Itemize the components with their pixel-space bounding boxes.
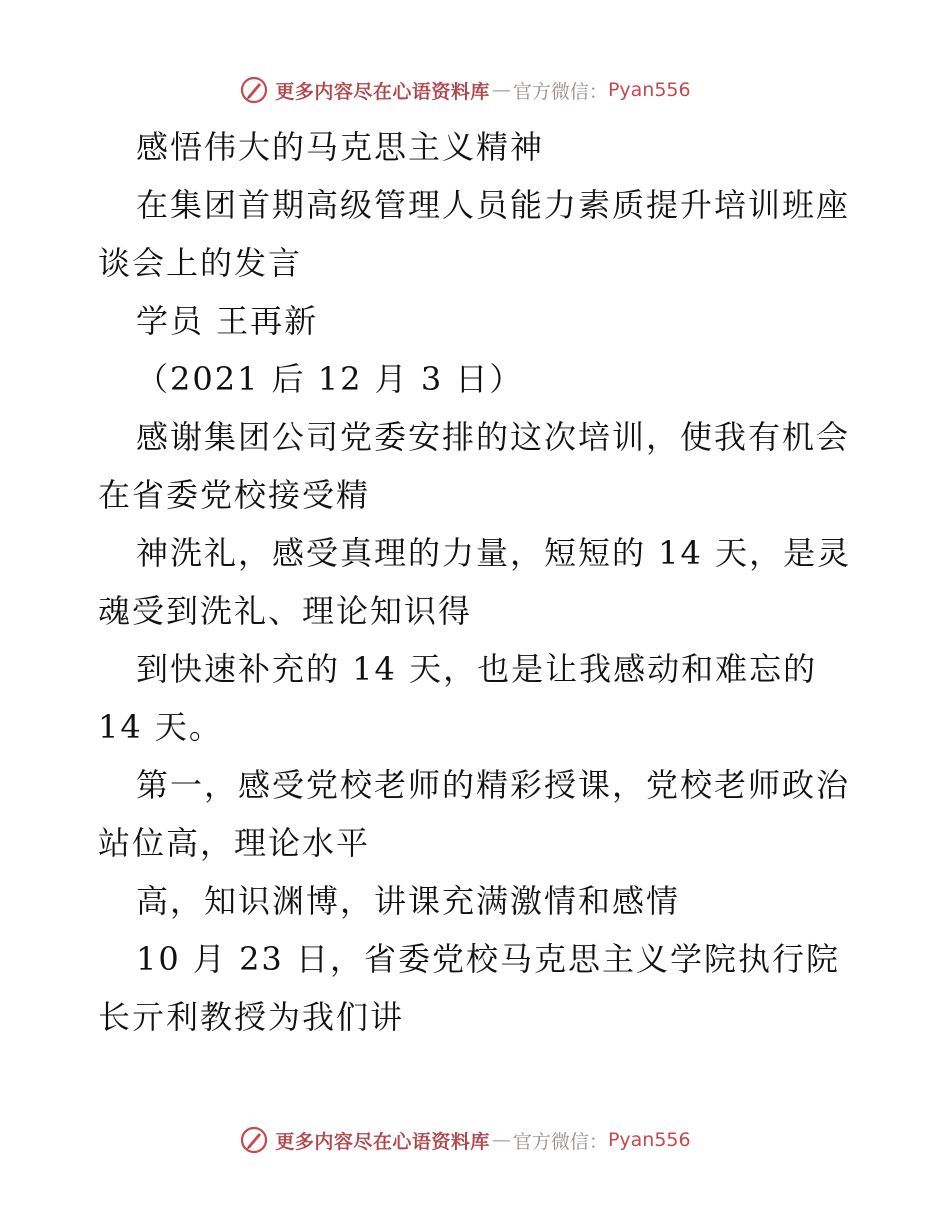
paragraph-line: 第一，感受党校老师的精彩授课，党校老师政治 <box>136 766 851 804</box>
document-subtitle-line-2: 谈会上的发言 <box>98 244 303 282</box>
paragraph-line: 神洗礼，感受真理的力量，短短的 14 天，是灵 <box>136 534 852 572</box>
document-body <box>98 118 858 1046</box>
watermark-text: 更多内容尽在心语资料库 <box>275 80 490 103</box>
paragraph-line: 到快速补充的 14 天，也是让我感动和难忘的 <box>136 650 818 688</box>
paragraph-line: 魂受到洗礼、理论知识得 <box>98 592 473 630</box>
paragraph-line: 长亓利教授为我们讲 <box>98 998 405 1036</box>
document-author: 学员 王再新 <box>136 302 319 340</box>
watermark-label: 官方微信： <box>512 1130 608 1153</box>
watermark-header <box>0 70 950 110</box>
watermark-label: 官方微信： <box>512 80 608 103</box>
document-date: （2021 后 12 月 3 日） <box>136 360 524 398</box>
quill-logo-icon <box>239 1125 269 1155</box>
watermark-separator: — <box>491 1129 511 1151</box>
watermark-id: Pyan556 <box>607 79 691 101</box>
document-subtitle-line-1: 在集团首期高级管理人员能力素质提升培训班座 <box>136 186 851 224</box>
watermark-footer <box>0 1120 950 1160</box>
watermark-text: 更多内容尽在心语资料库 <box>275 1130 490 1153</box>
paragraph-line: 高，知识渊博，讲课充满激情和感情 <box>136 882 681 920</box>
quill-logo-icon <box>239 75 269 105</box>
paragraph-line: 感谢集团公司党委安排的这次培训，使我有机会 <box>136 418 851 456</box>
paragraph-line: 14 天。 <box>98 708 223 746</box>
paragraph-line: 在省委党校接受精 <box>98 476 371 514</box>
paragraph-line: 10 月 23 日，省委党校马克思主义学院执行院 <box>136 940 840 978</box>
watermark-id: Pyan556 <box>607 1129 691 1151</box>
document-title: 感悟伟大的马克思主义精神 <box>136 128 545 166</box>
watermark-separator: — <box>491 79 511 101</box>
paragraph-line: 站位高，理论水平 <box>98 824 371 862</box>
